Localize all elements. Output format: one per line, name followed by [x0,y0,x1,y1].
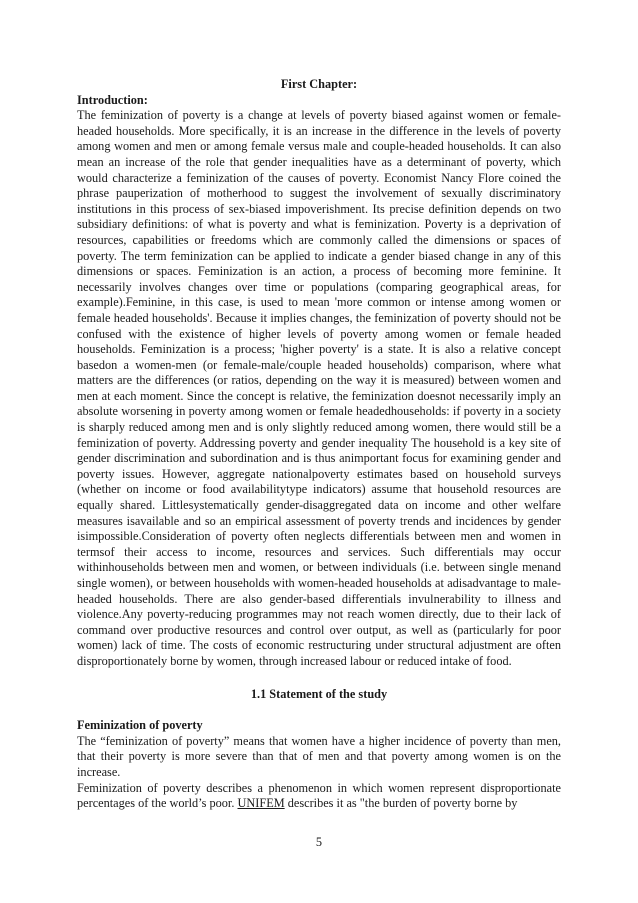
page-number: 5 [315,835,323,849]
unifem-paragraph-end: describes it as "the burden of poverty borne by [284,796,518,811]
unifem-paragraph [77,781,561,812]
unifem-paragraph-start: Feminization of poverty describes a phenomenon in which women represent disproportionate percentages of the world’s poor. [77,780,561,811]
intro-heading: Introduction: [77,92,148,107]
document-page [77,77,561,812]
definition-paragraph: The “feminization of poverty” means that women have a higher incidence of poverty than men, that their poverty is more severe than that of men and that poverty among women is on the increase. [77,733,561,779]
chapter-title: First Chapter: [280,77,358,91]
section-title: 1.1 Statement of the study [250,686,388,701]
unifem-link[interactable]: UNIFEM [237,796,285,811]
intro-paragraph: The feminization of poverty is a change at levels of poverty biased against women or female-headed households. More specifically, it is an increase in the difference in the levels of poverty among women and men or among female versus male and couple-headed households. It can also mean an increase of the role that gender inequalities have as a determinant of poverty, which would characterize a feminization of the causes of poverty. Economist Nancy Flore coined the phrase pauperization of motherhood to suggest the involvement of sexually discriminatory institutions in this process of sex-biased impoverishment. Its precise definition depends on two subsidiary definitions: of what is poverty and what is feminization. Poverty is a deprivation of resources, capabilities or freedoms which are commonly called the dimensions or spaces of poverty. The term feminization can be applied to indicate a gender biased change in any of this dimensions or spaces. Feminization is an action, a process of becoming more feminine. It necessarily involves changes over time or populations (comparing geographical areas, for example).Feminine, in this case, is used to mean 'more common or intense among women or female headed households'. Because it implies changes, the feminization of poverty should not be confused with the existence of higher levels of poverty among women or female headed households. Feminization is a process; 'higher poverty' is a state. It is also a relative concept basedon a women-men (or female-male/couple headed households) comparison, where what matters are the differences (or ratios, depending on the way it is measured) between women and men at each moment. Since the concept is relative, the feminization doesnot necessarily imply an absolute worsening in poverty among women or female headedhouseholds: if poverty in a society is sharply reduced among men and is only slightly reduced among women, there would still be a feminization of poverty. Addressing poverty and gender inequality The household is a key site of gender discrimination and subordination and is thus animportant focus for examining gender and poverty issues. However, aggregate nationalpoverty estimates based on household surveys (whether on income or food availabilitytype indicators) assume that household resources are equally shared. Littlesystematically gender-disaggregated data on income and other welfare measures isavailable and so an empirical assessment of poverty trends and incidences by gender isimpossible.Consideration of poverty often neglects differentials between men and women in termsof their access to income, resources and services. Such differentials may occur withinhouseholds between men and women, or between individuals (i.e. between single menand single women), or between households with women-headed households at adisadvantage to male-headed households. There are also gender-based differentials invulnerability to illness and violence.Any poverty-reducing programmes may not reach women directly, due to their lack of command over productive resources and control over output, as well as (particularly for poor women) lack of time. The costs of economic restructuring under structural adjustment are often disproportionately borne by women, through increased labour or reduced intake of food. [77,108,561,668]
subheading: Feminization of poverty [77,718,203,733]
